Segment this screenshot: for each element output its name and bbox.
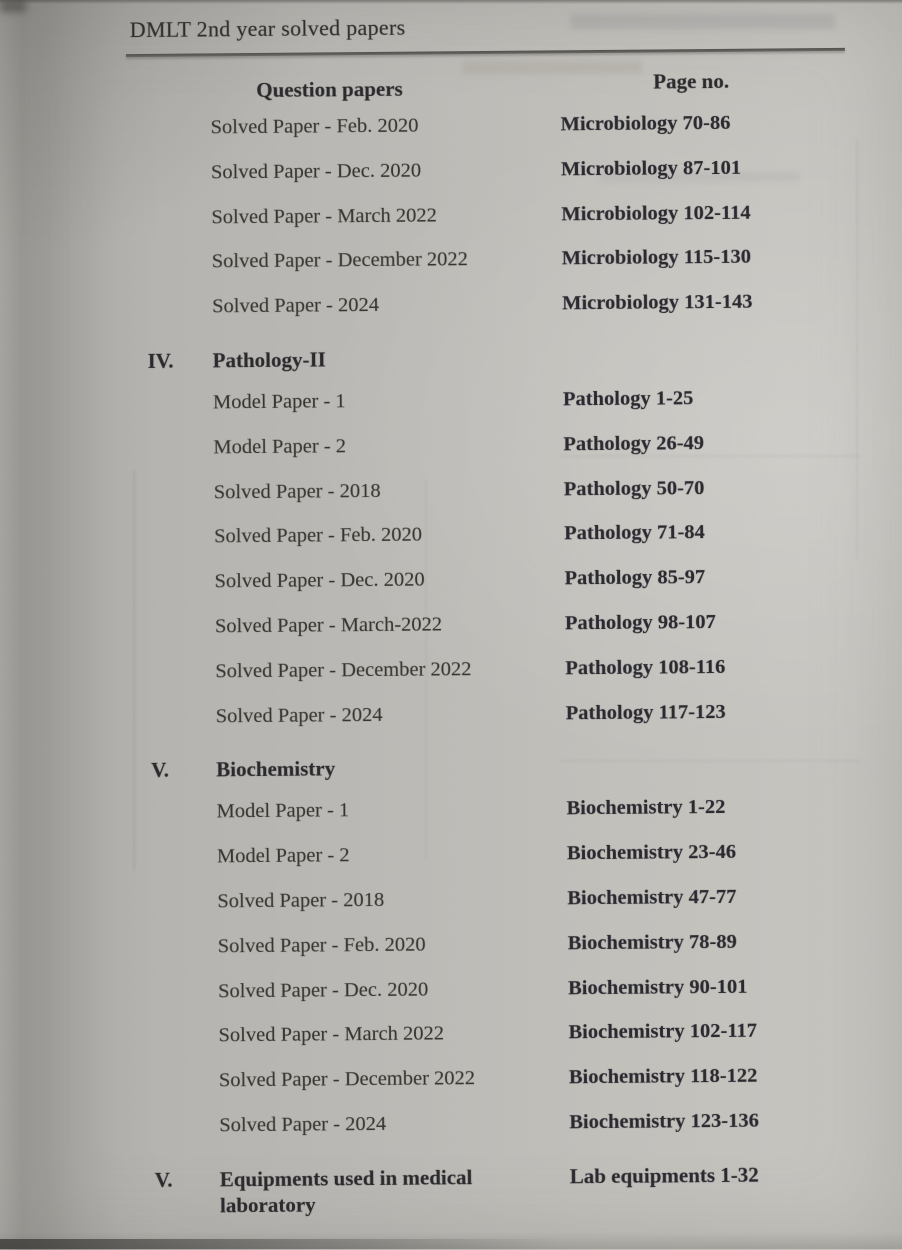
paper-name: Model Paper - 1	[212, 390, 346, 414]
contents-row	[212, 290, 902, 341]
page-range: Pathology 50-70	[563, 476, 705, 500]
running-header: DMLT 2nd year solved papers	[129, 14, 406, 43]
page-range: Pathology 108-116	[565, 655, 726, 680]
page-range: Biochemistry 90-101	[568, 975, 748, 999]
paper-name: Solved Paper - Feb. 2020	[210, 114, 419, 139]
contents-row	[219, 1063, 902, 1114]
contents-row	[218, 929, 902, 980]
page-range: Biochemistry 23-46	[566, 840, 737, 865]
paper-name: Solved Paper - Dec. 2020	[210, 159, 422, 184]
contents-row	[210, 110, 902, 161]
paper-name: Solved Paper - December 2022	[211, 248, 469, 273]
paper-name: Solved Paper - 2024	[215, 703, 383, 727]
paper-name: Solved Paper - March-2022	[214, 613, 443, 638]
page-range: Pathology 26-49	[563, 431, 705, 456]
paper-name: Model Paper - 1	[216, 799, 350, 823]
section-numeral: V.	[151, 758, 170, 783]
page-range: Biochemistry 47-77	[567, 885, 737, 910]
contents-row	[216, 699, 902, 750]
contents-row	[218, 974, 902, 1025]
header-rule	[126, 48, 845, 57]
page-range: Pathology 1-25	[562, 387, 694, 411]
contents-row	[217, 839, 902, 890]
column-header-question-papers: Question papers	[256, 76, 403, 102]
page-range: Biochemistry 118-122	[568, 1064, 758, 1089]
page-range: Pathology 98-107	[564, 610, 716, 635]
page-range: Microbiology 102-114	[561, 201, 751, 225]
section-heading	[151, 751, 902, 802]
paper-name: Solved Paper - 2024	[219, 1112, 387, 1137]
contents-row	[215, 609, 902, 660]
paper-name: Solved Paper - Feb. 2020	[214, 523, 423, 548]
section-heading	[155, 1160, 902, 1219]
contents-list	[1, 110, 902, 1220]
page-range: Biochemistry 123-136	[569, 1109, 759, 1134]
page-range: Pathology 85-97	[564, 566, 706, 590]
paper-name: Model Paper - 2	[216, 844, 350, 868]
section-title: Equipments used in medical laboratory	[219, 1164, 473, 1218]
page-range: Biochemistry 78-89	[567, 930, 737, 955]
contents-row	[214, 475, 902, 526]
page-range: Biochemistry 102-117	[568, 1019, 758, 1044]
page-range: Lab equipments 1-32	[569, 1162, 759, 1189]
page-range: Biochemistry 1-22	[566, 796, 726, 820]
section-numeral: V.	[154, 1167, 173, 1192]
contents-row	[212, 245, 902, 296]
contents-row	[211, 200, 902, 251]
paper-name: Solved Paper - March 2022	[218, 1022, 445, 1047]
contents-row	[216, 795, 902, 846]
paper-name: Solved Paper - December 2022	[215, 657, 472, 683]
section-heading	[148, 341, 902, 392]
section-numeral: IV.	[147, 348, 174, 373]
contents-row	[215, 654, 902, 705]
contents-row	[213, 385, 902, 436]
contents-row	[217, 884, 902, 935]
paper-name: Solved Paper - Dec. 2020	[214, 568, 425, 593]
column-header-page-no: Page no.	[653, 68, 730, 94]
paper-name: Solved Paper - 2018	[217, 888, 385, 913]
paper-name: Solved Paper - March 2022	[211, 204, 437, 228]
paper-name: Solved Paper - Dec. 2020	[218, 978, 429, 1002]
page-range: Microbiology 70-86	[560, 111, 731, 136]
paper-name: Solved Paper - 2024	[212, 294, 380, 318]
contents-row	[214, 565, 902, 616]
page-range: Pathology 71-84	[564, 521, 705, 545]
contents-row	[219, 1108, 902, 1159]
page-range: Microbiology 131-143	[562, 290, 753, 315]
paper-name: Solved Paper - Feb. 2020	[217, 933, 426, 958]
contents-row	[214, 520, 902, 571]
page-range: Pathology 117-123	[565, 700, 726, 724]
contents-row	[218, 1019, 902, 1070]
paper-name: Solved Paper - December 2022	[218, 1067, 476, 1092]
contents-row	[211, 155, 902, 206]
photo-bottom-edge	[0, 1239, 560, 1249]
page-range: Microbiology 87-101	[560, 156, 742, 181]
section-title: Pathology-II	[212, 347, 326, 373]
section-title: Biochemistry	[216, 756, 336, 782]
paper-name: Solved Paper - 2018	[213, 479, 381, 503]
page-range: Microbiology 115-130	[561, 246, 752, 270]
contents-row	[213, 430, 902, 481]
paper-name: Model Paper - 2	[213, 434, 347, 459]
